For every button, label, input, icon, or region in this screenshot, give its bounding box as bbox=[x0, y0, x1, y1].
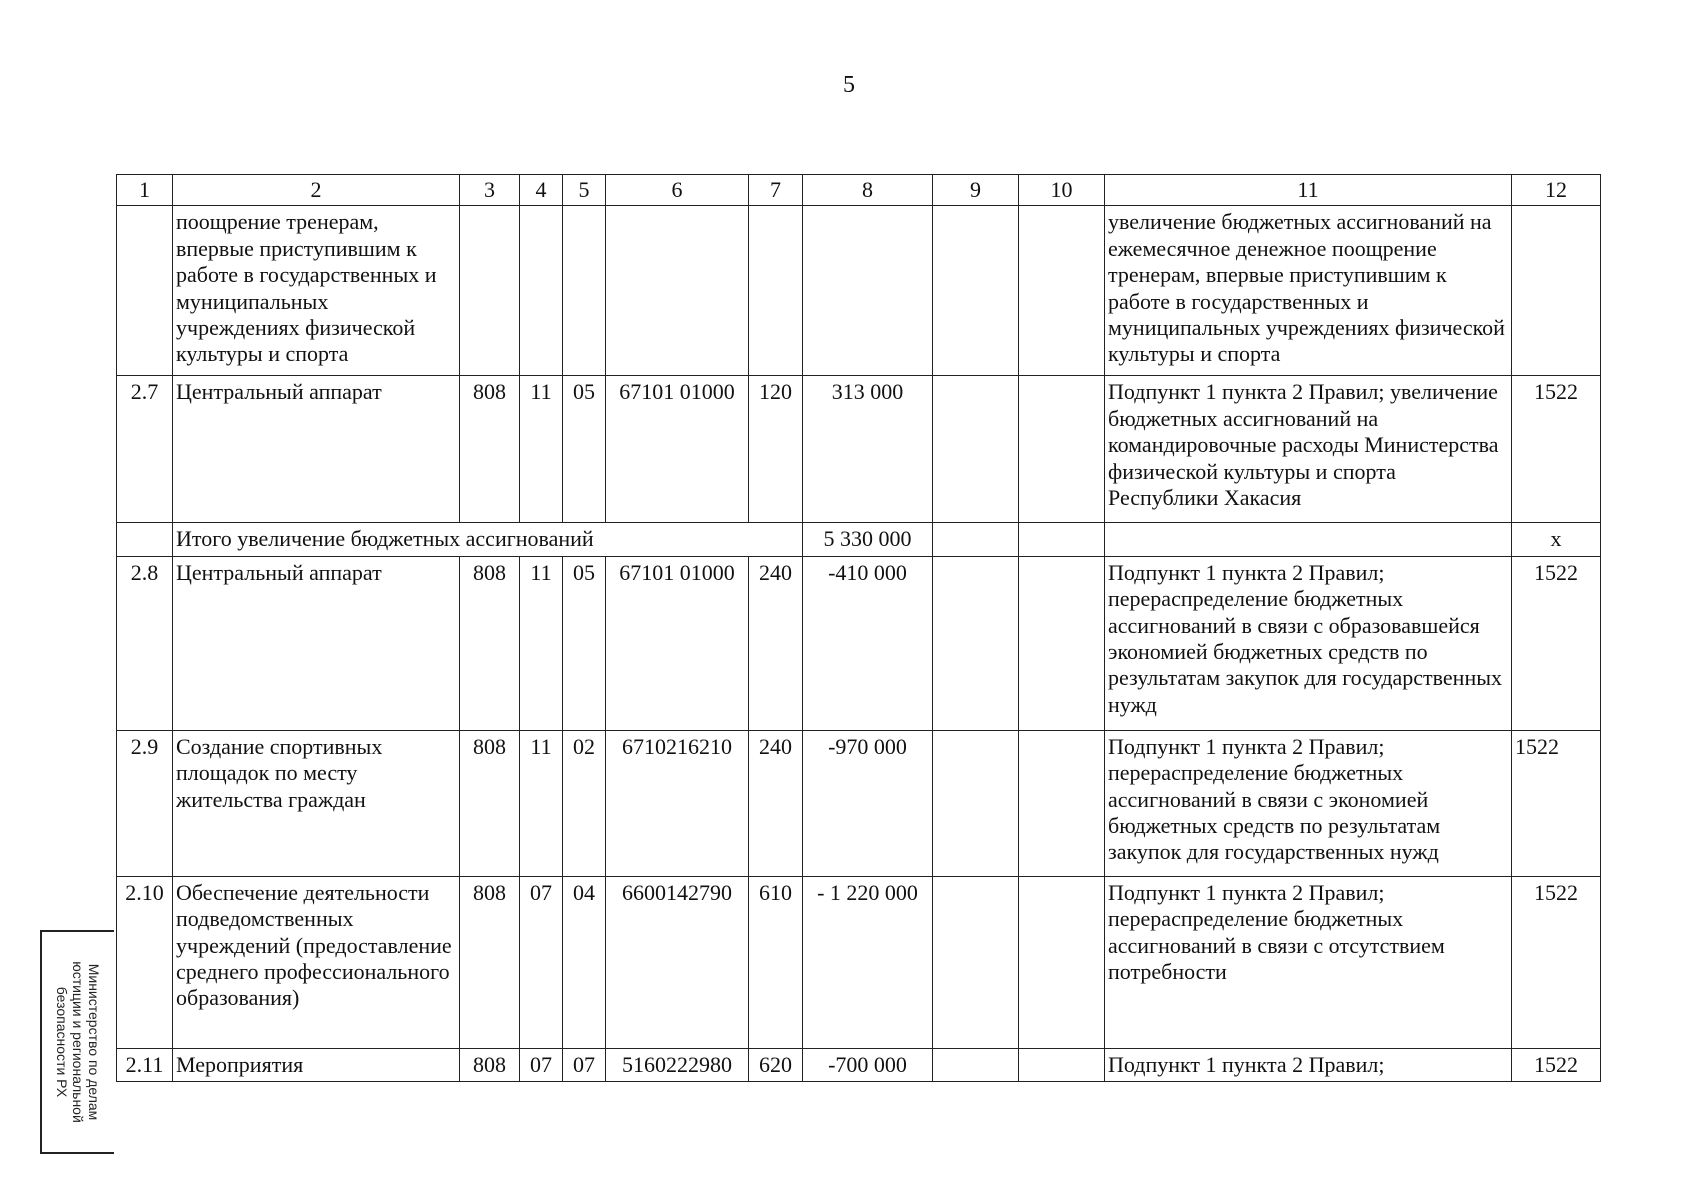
cell-c12: 1522 bbox=[1512, 376, 1601, 523]
cell-c4: 11 bbox=[520, 376, 563, 523]
header-cell: 4 bbox=[520, 175, 563, 206]
cell-name: Обеспечение деятельности подведомственных учреждений (предоставление среднего профессионального образования) bbox=[173, 876, 460, 1048]
cell-c3: 808 bbox=[460, 376, 520, 523]
cell-no bbox=[117, 523, 173, 556]
table-row bbox=[117, 556, 1601, 730]
cell-c10 bbox=[1019, 1048, 1105, 1081]
cell-basis: увеличение бюджетных ассигнований на ежемесячное денежное поощрение тренерам, впервые приступившим к работе в государственных и муниципальных учреждениях физической культуры и спорта bbox=[1105, 206, 1512, 376]
header-row bbox=[117, 175, 1601, 206]
header-cell: 1 bbox=[117, 175, 173, 206]
total-row bbox=[117, 523, 1601, 556]
cell-c9 bbox=[933, 376, 1019, 523]
cell-c3: 808 bbox=[460, 876, 520, 1048]
header-cell: 9 bbox=[933, 175, 1019, 206]
cell-c8 bbox=[803, 206, 933, 376]
cell-c5: 07 bbox=[563, 1048, 606, 1081]
cell-c8: -970 000 bbox=[803, 730, 933, 876]
stamp-line: юстиции и региональной bbox=[70, 961, 87, 1123]
cell-name: поощрение тренерам, впервые приступившим к работе в государственных и муниципальных учреждениях физической культуры и спорта bbox=[173, 206, 460, 376]
total-c12: x bbox=[1512, 523, 1601, 556]
cell-no: 2.8 bbox=[117, 556, 173, 730]
cell-c12 bbox=[1512, 206, 1601, 376]
cell-c5: 04 bbox=[563, 876, 606, 1048]
header-cell: 11 bbox=[1105, 175, 1512, 206]
cell-c5 bbox=[563, 206, 606, 376]
cell-c3: 808 bbox=[460, 1048, 520, 1081]
header-cell: 12 bbox=[1512, 175, 1601, 206]
cell-c8: - 1 220 000 bbox=[803, 876, 933, 1048]
cell-no: 2.10 bbox=[117, 876, 173, 1048]
table-row bbox=[117, 730, 1601, 876]
cell-c10 bbox=[1019, 206, 1105, 376]
header-cell: 3 bbox=[460, 175, 520, 206]
cell-c6: 5160222980 bbox=[606, 1048, 749, 1081]
total-label: Итого увеличение бюджетных ассигнований bbox=[173, 523, 803, 556]
cell-basis: Подпункт 1 пункта 2 Правил; увеличение бюджетных ассигнований на командировочные расходы Министерства физической культуры и спорта Республики Хакасия bbox=[1105, 376, 1512, 523]
cell-c5: 05 bbox=[563, 556, 606, 730]
stamp-line: безопасности РХ bbox=[53, 986, 70, 1098]
cell-c4: 11 bbox=[520, 730, 563, 876]
cell-c4: 07 bbox=[520, 876, 563, 1048]
cell-c8: -700 000 bbox=[803, 1048, 933, 1081]
cell-c10 bbox=[1019, 876, 1105, 1048]
registration-stamp bbox=[40, 930, 114, 1154]
cell-c10 bbox=[1019, 523, 1105, 556]
cell-c9 bbox=[933, 730, 1019, 876]
header-cell: 7 bbox=[749, 175, 803, 206]
cell-c7: 240 bbox=[749, 730, 803, 876]
cell-c6: 67101 01000 bbox=[606, 556, 749, 730]
table-row bbox=[117, 376, 1601, 523]
stamp-text bbox=[54, 932, 102, 1152]
cell-no: 2.7 bbox=[117, 376, 173, 523]
cell-c3: 808 bbox=[460, 556, 520, 730]
cell-c10 bbox=[1019, 376, 1105, 523]
cell-name: Создание спортивных площадок по месту жительства граждан bbox=[173, 730, 460, 876]
cell-c8: -410 000 bbox=[803, 556, 933, 730]
cell-c6: 6600142790 bbox=[606, 876, 749, 1048]
cell-name: Центральный аппарат bbox=[173, 556, 460, 730]
cell-c9 bbox=[933, 876, 1019, 1048]
cell-c6 bbox=[606, 206, 749, 376]
cell-basis: Подпункт 1 пункта 2 Правил; перераспределение бюджетных ассигнований в связи с экономией бюджетных средств по результатам закупок для государственных нужд bbox=[1105, 730, 1512, 876]
cell-c6: 6710216210 bbox=[606, 730, 749, 876]
table-row bbox=[117, 1048, 1601, 1081]
header-cell: 2 bbox=[173, 175, 460, 206]
cell-name: Центральный аппарат bbox=[173, 376, 460, 523]
cell-c7: 620 bbox=[749, 1048, 803, 1081]
total-amount: 5 330 000 bbox=[803, 523, 933, 556]
cell-no: 2.9 bbox=[117, 730, 173, 876]
page-number: 5 bbox=[843, 72, 855, 98]
cell-c7: 240 bbox=[749, 556, 803, 730]
header-cell: 5 bbox=[563, 175, 606, 206]
cell-c4: 11 bbox=[520, 556, 563, 730]
table-row bbox=[117, 876, 1601, 1048]
cell-c9 bbox=[933, 523, 1019, 556]
cell-basis: Подпункт 1 пункта 2 Правил; перераспределение бюджетных ассигнований в связи с образовавшейся экономией бюджетных средств по результатам закупок для государственных нужд bbox=[1105, 556, 1512, 730]
cell-no bbox=[117, 206, 173, 376]
header-cell: 8 bbox=[803, 175, 933, 206]
table-row bbox=[117, 206, 1601, 376]
cell-c12: 1522 bbox=[1512, 876, 1601, 1048]
header-cell: 6 bbox=[606, 175, 749, 206]
cell-c5: 05 bbox=[563, 376, 606, 523]
cell-name: Мероприятия bbox=[173, 1048, 460, 1081]
cell-c7 bbox=[749, 206, 803, 376]
cell-basis: Подпункт 1 пункта 2 Правил; перераспределение бюджетных ассигнований в связи с отсутствием потребности bbox=[1105, 876, 1512, 1048]
cell-c12: 1522 bbox=[1512, 556, 1601, 730]
cell-c4 bbox=[520, 206, 563, 376]
cell-c6: 67101 01000 bbox=[606, 376, 749, 523]
cell-c9 bbox=[933, 556, 1019, 730]
cell-c8: 313 000 bbox=[803, 376, 933, 523]
cell-c3: 808 bbox=[460, 730, 520, 876]
cell-c12: 1522 bbox=[1512, 1048, 1601, 1081]
cell-c3 bbox=[460, 206, 520, 376]
cell-c10 bbox=[1019, 556, 1105, 730]
cell-no: 2.11 bbox=[117, 1048, 173, 1081]
cell-c7: 120 bbox=[749, 376, 803, 523]
cell-c7: 610 bbox=[749, 876, 803, 1048]
cell-basis bbox=[1105, 523, 1512, 556]
cell-c4: 07 bbox=[520, 1048, 563, 1081]
cell-c9 bbox=[933, 206, 1019, 376]
cell-c12: 1522 bbox=[1512, 730, 1601, 876]
header-cell: 10 bbox=[1019, 175, 1105, 206]
stamp-line: Министерство по делам bbox=[86, 963, 103, 1121]
cell-basis: Подпункт 1 пункта 2 Правил; bbox=[1105, 1048, 1512, 1081]
cell-c9 bbox=[933, 1048, 1019, 1081]
cell-c5: 02 bbox=[563, 730, 606, 876]
budget-table bbox=[116, 174, 1601, 1082]
cell-c10 bbox=[1019, 730, 1105, 876]
